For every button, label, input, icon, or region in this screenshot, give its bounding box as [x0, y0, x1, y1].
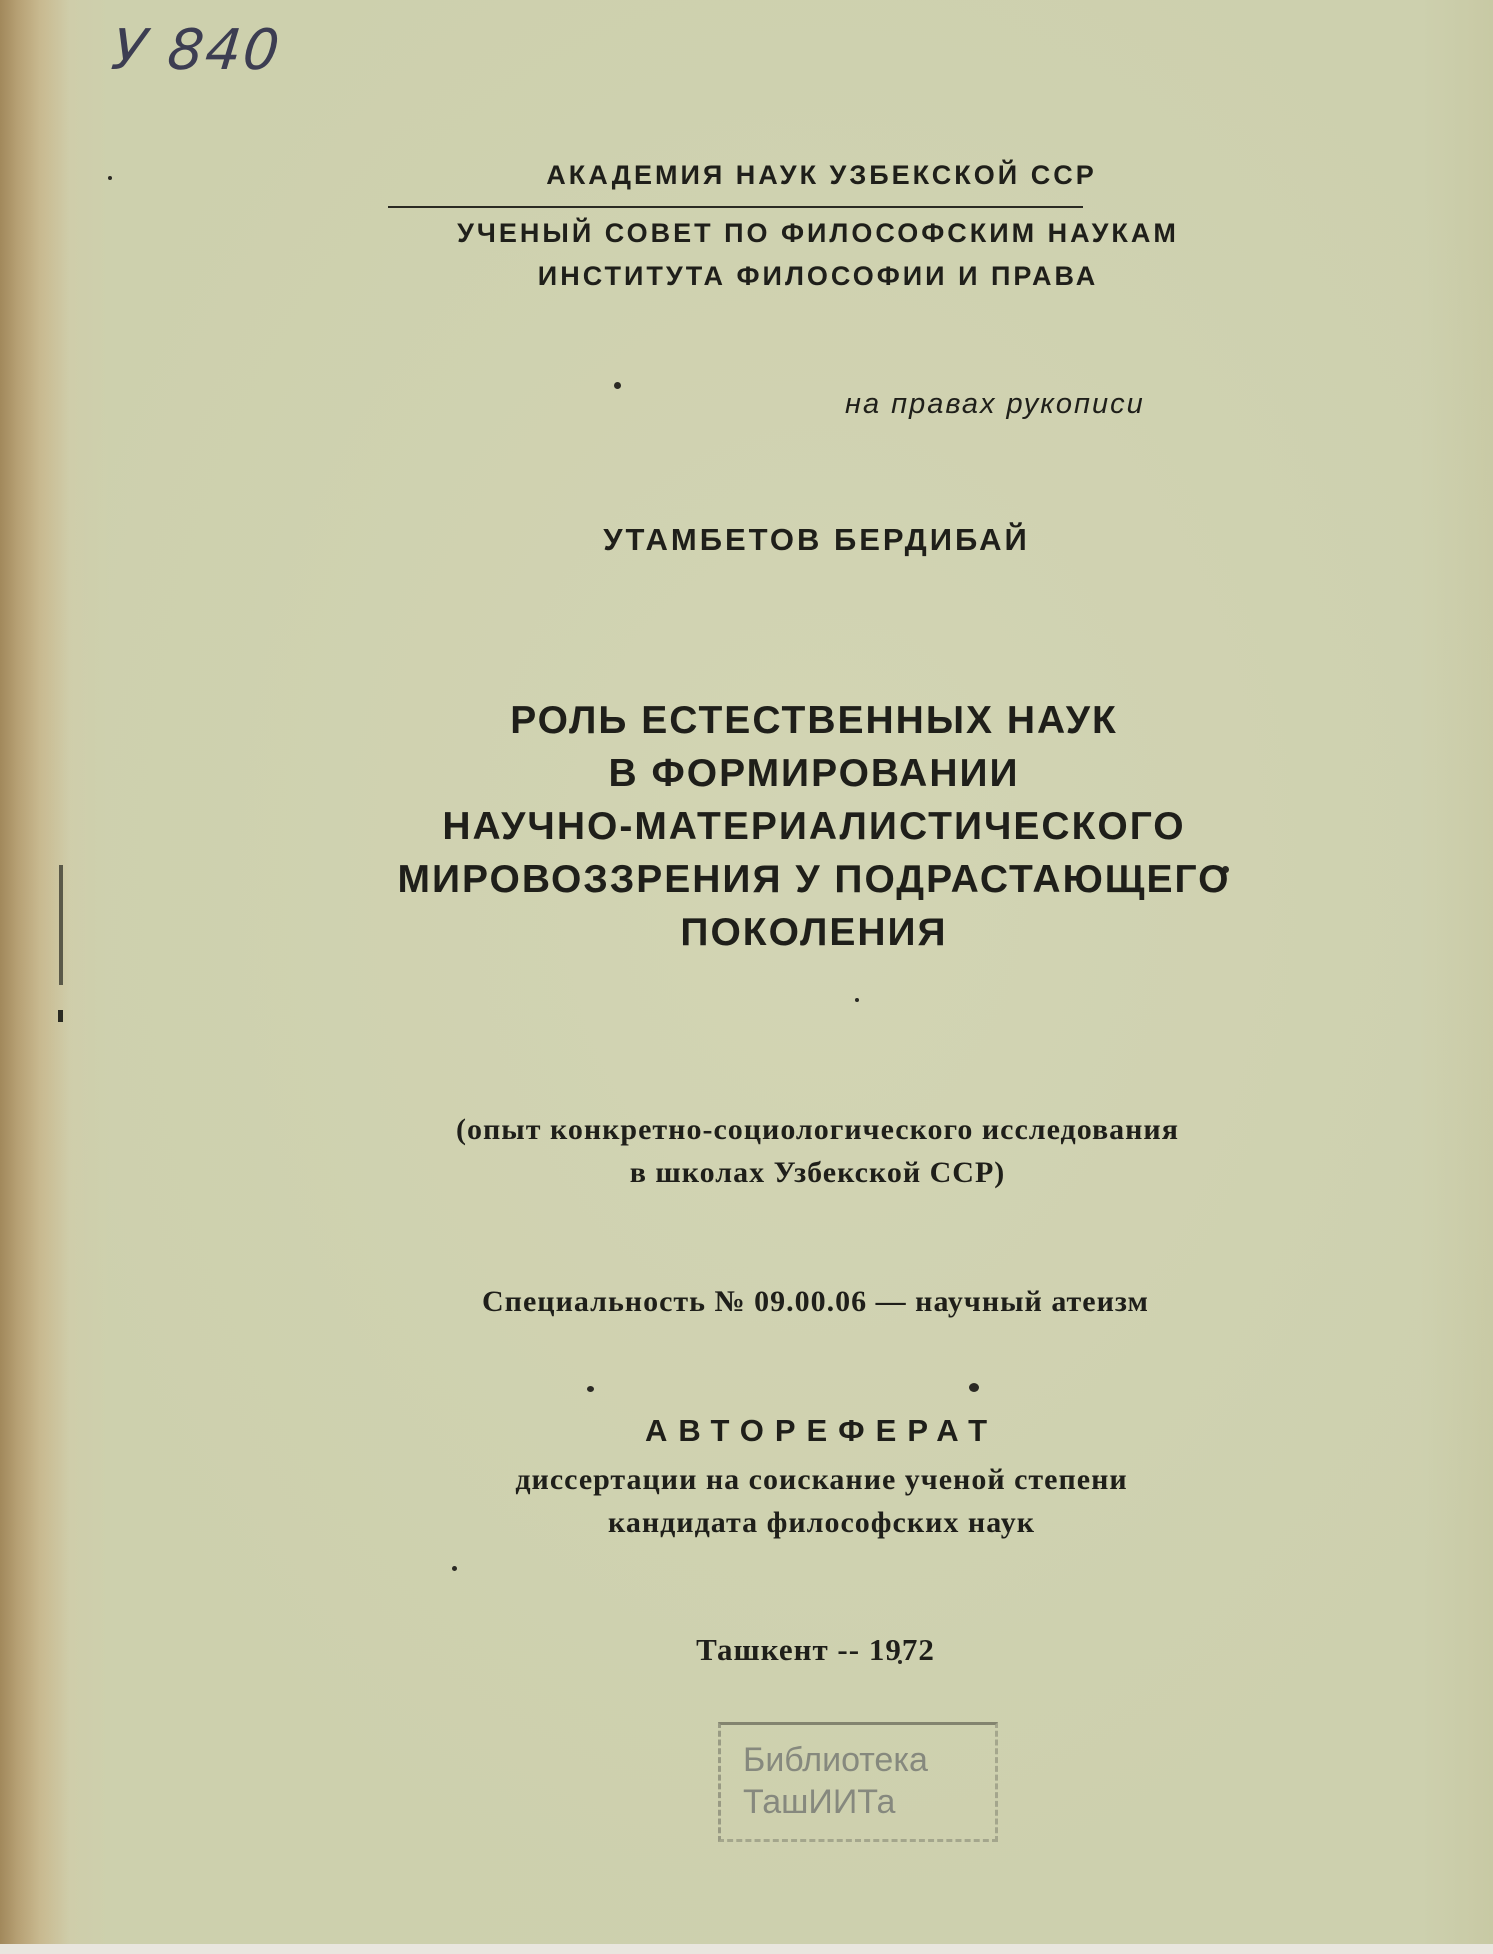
- dissertation-title: [0, 694, 1493, 959]
- manuscript-rights-note: на правах рукописи: [845, 388, 1145, 420]
- scan-bottom-strip: [0, 1944, 1493, 1954]
- abstract-label: АВТОРЕФЕРАТ: [644, 1413, 999, 1448]
- place-and-year: Ташкент -- 1972: [696, 1632, 935, 1667]
- abstract-description: [0, 1458, 1493, 1544]
- paper-speck: [969, 1383, 979, 1392]
- paper-speck: [452, 1566, 457, 1571]
- header-rule: [388, 206, 1083, 208]
- academy-name: АКАДЕМИЯ НАУК УЗБЕКСКОЙ ССР: [546, 160, 1097, 190]
- library-stamp-line-2: ТашИИТа: [743, 1783, 896, 1821]
- council-name: [0, 212, 1493, 298]
- subtitle-line-2: в школах Узбекской ССР): [629, 1156, 1006, 1189]
- dissertation-subtitle: [0, 1108, 1493, 1194]
- subtitle-line-1: (опыт конкретно-социологического исследования: [456, 1113, 1179, 1146]
- abstract-line-2: кандидата философских наук: [608, 1506, 1035, 1539]
- paper-speck: [614, 382, 621, 389]
- title-line-2: В ФОРМИРОВАНИИ: [608, 752, 1020, 795]
- author-name: УТАМБЕТОВ БЕРДИБАЙ: [603, 522, 1030, 557]
- handwritten-catalog-number: У 840: [108, 18, 285, 83]
- council-line-1: УЧЕНЫЙ СОВЕТ ПО ФИЛОСОФСКИМ НАУКАМ: [457, 218, 1179, 248]
- paper-speck: [587, 1386, 594, 1392]
- council-line-2: ИНСТИТУТА ФИЛОСОФИИ И ПРАВА: [537, 261, 1099, 291]
- title-line-3: НАУЧНО-МАТЕРИАЛИСТИЧЕСКОГО: [442, 805, 1186, 848]
- abstract-line-1: диссертации на соискание ученой степени: [515, 1463, 1128, 1496]
- binding-mark: [58, 1010, 63, 1022]
- library-stamp: [718, 1722, 998, 1842]
- title-line-1: РОЛЬ ЕСТЕСТВЕННЫХ НАУК: [510, 699, 1118, 742]
- title-line-4: МИРОВОЗЗРЕНИЯ У ПОДРАСТАЮЩЕГО: [397, 858, 1231, 901]
- paper-speck: [855, 998, 859, 1002]
- specialty-line: Специальность № 09.00.06 — научный атеизм: [482, 1285, 1149, 1318]
- title-line-5: ПОКОЛЕНИЯ: [680, 911, 948, 954]
- library-stamp-line-1: Библиотека: [743, 1741, 928, 1779]
